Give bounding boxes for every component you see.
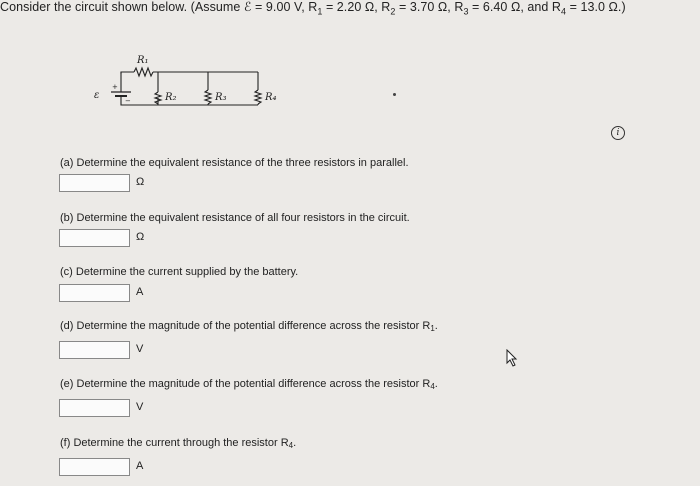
unit-b: Ω <box>136 231 145 243</box>
question-e-end: . <box>434 378 438 390</box>
header-sub-2: 2 <box>390 6 396 17</box>
question-f-sub: 4 <box>288 441 294 450</box>
header-text-2: = 9.00 V, R <box>255 0 318 14</box>
unit-a: Ω <box>136 176 145 188</box>
question-e <box>60 378 438 393</box>
unit-c: A <box>136 286 144 298</box>
r3-label: R₃ <box>215 92 227 103</box>
problem-statement <box>0 0 700 17</box>
header-sub-4: 4 <box>561 6 567 17</box>
emf-symbol: ℰ <box>243 0 252 14</box>
question-e-text: (e) Determine the magnitude of the potential difference across the resistor R <box>60 378 431 390</box>
info-icon[interactable] <box>611 126 625 140</box>
r1-label: R₁ <box>137 55 149 66</box>
unit-f: A <box>136 460 144 472</box>
r2-label: R₂ <box>165 92 177 103</box>
question-d-sub: 1 <box>430 324 435 333</box>
answer-input-c[interactable] <box>59 284 130 302</box>
r4-label: R₄ <box>265 92 277 103</box>
resistor-r1 <box>134 68 153 76</box>
question-f-text: (f) Determine the current through the resistor R <box>60 437 289 449</box>
decorative-dot <box>393 93 396 96</box>
battery-plus-label: + <box>112 83 118 91</box>
header-text-1: Consider the circuit shown below. (Assume <box>0 0 241 14</box>
battery-minus-label: − <box>125 97 131 105</box>
resistor-r4 <box>255 90 261 104</box>
mouse-cursor-icon <box>505 349 519 367</box>
header-text-4: = 3.70 Ω, R <box>398 0 464 14</box>
question-d <box>60 320 438 335</box>
answer-input-d[interactable] <box>59 341 130 359</box>
header-sub-1: 1 <box>317 6 323 17</box>
answer-input-f[interactable] <box>59 458 130 476</box>
header-text-3: = 2.20 Ω, R <box>325 0 391 14</box>
header-text-5: = 6.40 Ω, and R <box>472 0 562 14</box>
question-b: (b) Determine the equivalent resistance of all four resistors in the circuit. <box>60 212 410 224</box>
answer-input-e[interactable] <box>59 399 130 417</box>
question-d-end: . <box>434 320 438 332</box>
circuit-diagram <box>86 52 286 122</box>
question-e-sub: 4 <box>430 382 435 391</box>
header-sub-3: 3 <box>463 6 469 17</box>
question-f <box>60 437 296 452</box>
resistor-r3 <box>205 90 211 104</box>
answer-input-a[interactable] <box>59 174 130 192</box>
question-a: (a) Determine the equivalent resistance of the three resistors in parallel. <box>60 157 409 169</box>
emf-label: ε <box>94 90 100 101</box>
wire-top-left <box>121 72 134 74</box>
info-icon-glyph: i <box>616 128 620 138</box>
question-d-text: (d) Determine the magnitude of the potential difference across the resistor R <box>60 320 431 332</box>
header-text-6: = 13.0 Ω.) <box>569 0 626 14</box>
question-c: (c) Determine the current supplied by the battery. <box>60 266 299 278</box>
wire-bottom <box>121 100 258 105</box>
answer-input-b[interactable] <box>59 229 130 247</box>
question-f-end: . <box>293 437 297 449</box>
unit-e: V <box>136 401 144 413</box>
unit-d: V <box>136 343 144 355</box>
